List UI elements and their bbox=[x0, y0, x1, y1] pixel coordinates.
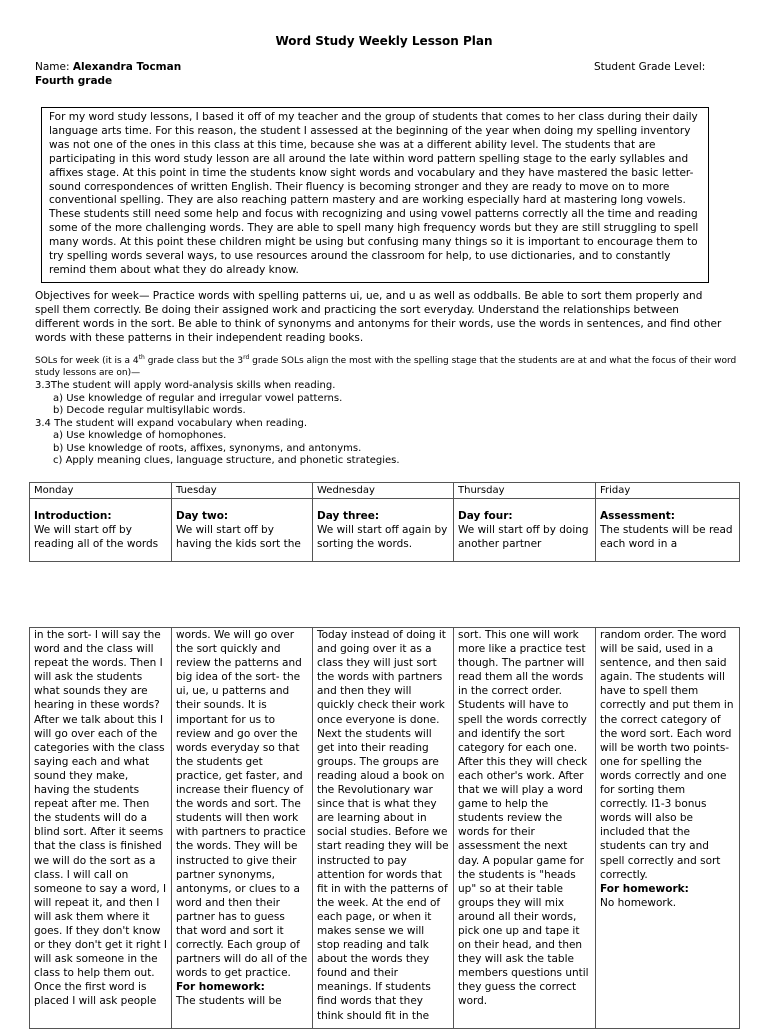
friday-continued-text: random order. The word will be said, used in a sentence, and then said again. The students will have to spell them correctly and put them in the correct category of the word sort. Each word will be worth two points- one for spelling the words correctly and one for sorting them correctly. I1-3 bonus words will also be included that the students can try and spell correctly and sort correctly. bbox=[600, 629, 734, 881]
sol-3-3-b: b) Decode regular multisyllabic words. bbox=[53, 405, 246, 416]
sols-intro-part-c: grade SOLs align the most with the spelling stage that the students are at and what the focus of their word study lessons are on)— bbox=[35, 356, 737, 378]
monday-plan-continued bbox=[30, 628, 172, 1029]
sol-3-3-a: a) Use knowledge of regular and irregular vowel patterns. bbox=[53, 392, 343, 404]
teacher-name: Alexandra Tocman bbox=[72, 61, 182, 73]
sol-3-4-b: b) Use knowledge of roots, affixes, synonyms, and antonyms. bbox=[53, 442, 362, 454]
tuesday-homework-text: The students will be bbox=[176, 995, 282, 1008]
grade-level-value: Fourth grade bbox=[35, 75, 113, 87]
tuesday-start-text: We will start off by having the kids sort the bbox=[176, 524, 301, 551]
sol-3-4-c: c) Apply meaning clues, language structure, and phonetic strategies. bbox=[53, 455, 400, 466]
name-line bbox=[35, 60, 181, 74]
friday-homework-label: For homework: bbox=[600, 882, 689, 895]
friday-start-text: The students will be read each word in a bbox=[600, 524, 733, 551]
friday-plan-continued bbox=[596, 628, 740, 1029]
day-header-thursday: Thursday bbox=[454, 483, 596, 499]
sols-sup-rd: rd bbox=[243, 354, 250, 361]
monday-heading: Introduction: bbox=[34, 510, 112, 522]
document-title: Word Study Weekly Lesson Plan bbox=[275, 34, 493, 48]
thursday-heading: Day four: bbox=[458, 510, 513, 522]
thursday-plan-continued bbox=[454, 628, 596, 1029]
monday-plan-start bbox=[30, 499, 172, 562]
friday-plan-start bbox=[596, 499, 740, 562]
tuesday-heading: Day two: bbox=[176, 510, 229, 522]
tuesday-homework-label: For homework: bbox=[176, 981, 265, 994]
tuesday-plan-continued bbox=[172, 628, 313, 1029]
sols-intro bbox=[35, 355, 745, 379]
day-plan-row-start bbox=[30, 499, 740, 562]
friday-homework-text: No homework. bbox=[600, 896, 677, 909]
sols-intro-part-a: SOLs for week (it is a 4 bbox=[35, 356, 139, 366]
wednesday-start-text: We will start off again by sorting the words. bbox=[317, 524, 448, 551]
tuesday-plan-start bbox=[172, 499, 313, 562]
sol-3-4: 3.4 The student will expand vocabulary when reading. bbox=[35, 417, 308, 429]
sol-3-3: 3.3The student will apply word-analysis skills when reading. bbox=[35, 380, 336, 391]
day-header-wednesday: Wednesday bbox=[313, 483, 454, 499]
tuesday-continued-text: words. We will go over the sort quickly and review the patterns and big idea of the sort- the ui, ue, u patterns and their sounds. It is important for us to review and go over the words everyday so that the students get practice, get faster, and increase their fluency of the words and sort. The students will then work with partners to practice the words. They will be instructed to give their partner synonyms, antonyms, or clues to a word and then their partner has to guess that word and sort it correctly. Each group of partners will do all of the words to get practice. bbox=[176, 629, 308, 980]
thursday-start-text: We will start off by doing another partner bbox=[458, 524, 589, 551]
day-plan-row-continued bbox=[30, 628, 740, 1029]
grade-level-label: Student Grade Level: bbox=[594, 61, 706, 73]
friday-heading: Assessment: bbox=[600, 510, 676, 522]
wednesday-continued-text: Today instead of doing it and going over it as a class they will just sort the words with partners and then they will quickly check their work once everyone is done. Next the students will get into their reading groups. The groups are reading aloud a book on the Revolutionary war since that is what they are learning about in social studies. Before we start reading they will be instructed to pay attention for words that fit in with the patterns of the week. At the end of each page, or when it makes sense we will stop reading and talk about the words they found and their meanings. If students find words that they think should fit in the bbox=[317, 629, 449, 1022]
name-label: Name: bbox=[35, 61, 73, 73]
weekly-plan-table-top bbox=[29, 482, 740, 562]
wednesday-heading: Day three: bbox=[317, 510, 380, 522]
wednesday-plan-continued bbox=[313, 628, 454, 1029]
objectives-paragraph: Objectives for week— Practice words with spelling patterns ui, ue, and u as well as oddballs. Be able to sort them properly and spell them correctly. Be doing their assigned work and practicing the sort everyday. Understand the relationships between different words in the sort. Be able to think of synonyms and antonyms for their words, use the words in sentences, and find other words with these patterns in their independent reading books. bbox=[35, 290, 722, 344]
thursday-continued-text: sort. This one will work more like a practice test though. The partner will read them all the words in the correct order. Students will have to spell the words correctly and identify the sort category for each one. After this they will check each other's work. After that we will play a word game to help the students review the words for their assessment the next day. A popular game for the students is "heads up" so at their table groups they will mix around all their words, pick one up and tape it on their head, and then they will ask the table members questions until they guess the correct word. bbox=[458, 629, 589, 1008]
sols-sup-th: th bbox=[138, 354, 145, 361]
day-header-friday: Friday bbox=[596, 483, 740, 499]
intro-paragraph-box: For my word study lessons, I based it off of my teacher and the group of students that comes to her class during their daily language arts time. For this reason, the student I assessed at the beginning of the year when doing my spelling inventory was not one of the ones in this class at this time, because she was at a different ability level. The students that are participating in this word study lesson are all around the late within word pattern spelling stage to the early syllables and affixes stage. At this point in time the students know sight words and vocabulary and they have mastered the basic letter-sound correspondences of written English. Their fluency is becoming stronger and they are ready to move on to more conventional spelling. They are also reaching pattern mastery and are working especially hard at mastering long vowels. These students still need some help and focus with recognizing and using vowel patterns correctly all the time and reading some of the more challenging words. They are able to spell many high frequency words but they are still struggling to spell many words. At this point these children might be using but confusing many things so it is important to encourage them to try spelling words several ways, to use resources around the classroom for help, to use dictionaries, and to constantly remind them about what they do already know. bbox=[41, 107, 709, 283]
wednesday-plan-start bbox=[313, 499, 454, 562]
day-header-row bbox=[30, 483, 740, 499]
monday-start-text: We will start off by reading all of the words bbox=[34, 524, 159, 551]
day-header-tuesday: Tuesday bbox=[172, 483, 313, 499]
day-header-monday: Monday bbox=[30, 483, 172, 499]
monday-continued-text: in the sort- I will say the word and the class will repeat the words. Then I will ask the students what sounds they are hearing in these words? After we talk about this I will go over each of the categories with the class saying each and what sound they make, having the students repeat after me. Then the students will do a blind sort. After it seems that the class is finished we will do the sort as a class. I will call on someone to say a word, I will repeat it, and then I will ask them where it goes. If they don't know or they don't get it right I will ask someone in the class to help them out. Once the first word is placed I will ask people bbox=[34, 629, 168, 1008]
thursday-plan-start bbox=[454, 499, 596, 562]
sols-intro-part-b: grade class but the 3 bbox=[144, 356, 244, 366]
weekly-plan-table-continued bbox=[29, 627, 740, 1029]
sol-3-4-a: a) Use knowledge of homophones. bbox=[53, 430, 227, 441]
